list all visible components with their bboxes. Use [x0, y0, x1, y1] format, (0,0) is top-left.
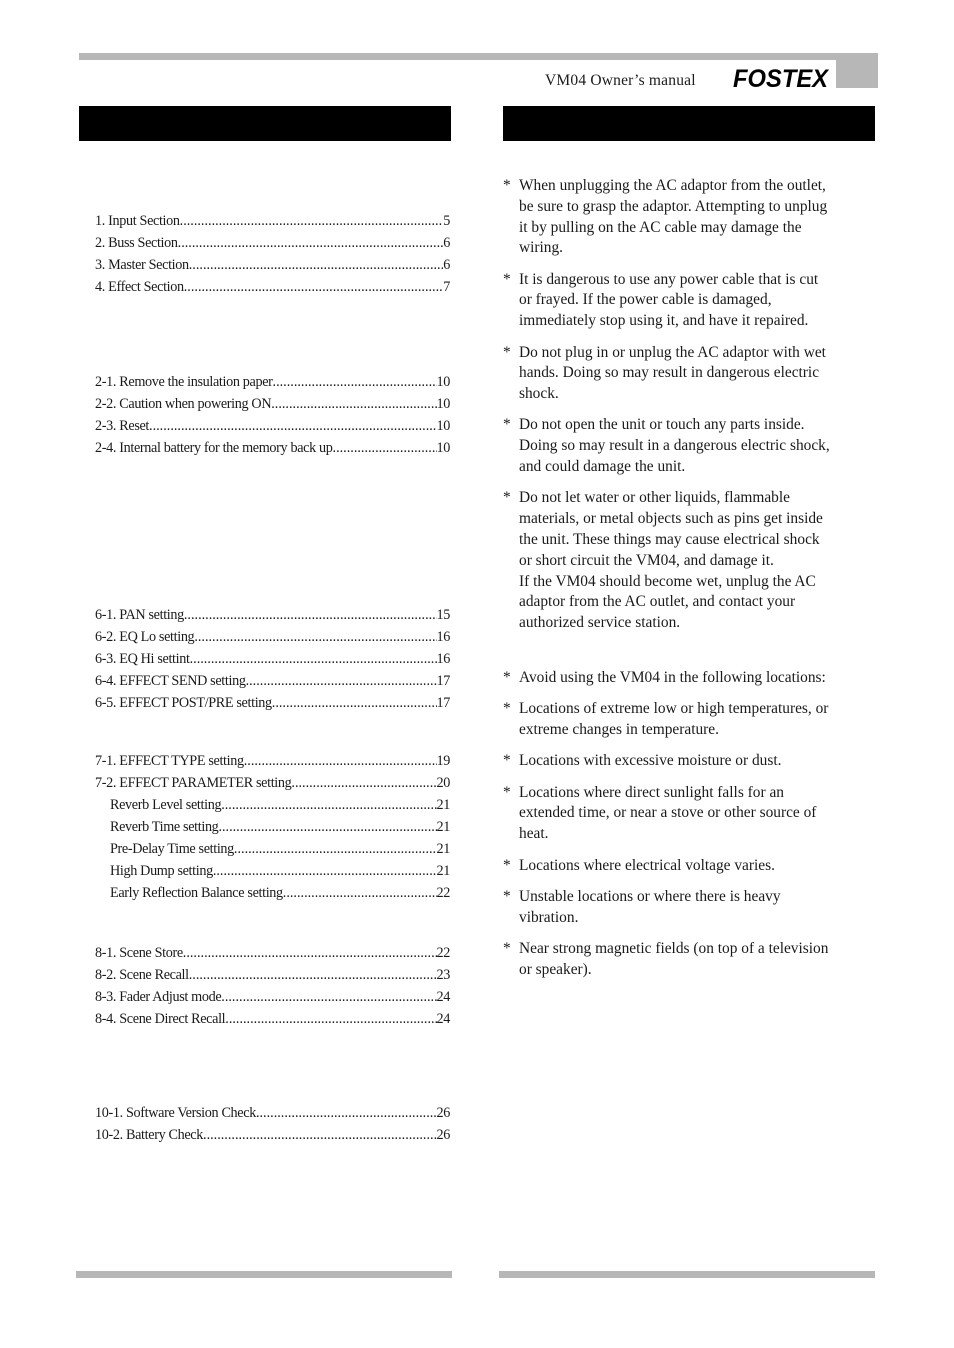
toc-leader: [184, 279, 444, 296]
location-precautions-list: [503, 668, 883, 991]
toc-leader: [225, 1011, 436, 1028]
toc-page-number: 21: [436, 863, 450, 879]
toc-entry[interactable]: [95, 885, 450, 907]
toc-page-number: 22: [436, 945, 450, 961]
toc-page-number: 16: [436, 629, 450, 645]
location-item: [503, 856, 883, 877]
precaution-text: When unplugging the AC adaptor from the outlet, be sure to grasp the adaptor. Attempting to unplug it by pulling on the AC cable may damage the wiring.: [519, 177, 828, 257]
toc-entry[interactable]: [95, 1127, 450, 1149]
contents-heading-bar: [79, 106, 451, 141]
toc-page-number: 19: [436, 753, 450, 769]
toc-entry[interactable]: [95, 673, 450, 695]
toc-label: 7-1. EFFECT TYPE setting: [95, 753, 244, 769]
toc-page-number: 17: [436, 673, 450, 689]
toc-leader: [221, 797, 436, 814]
toc-page-number: 17: [436, 695, 450, 711]
toc-entry[interactable]: [95, 374, 450, 396]
toc-label: 2. Buss Section: [95, 235, 178, 251]
toc-label: 2-4. Internal battery for the memory back up: [95, 440, 333, 456]
toc-label: 6-1. PAN setting: [95, 607, 184, 623]
bullet-star: *: [503, 416, 511, 434]
toc-leader: [333, 440, 437, 457]
toc-leader: [203, 1127, 436, 1144]
precaution-item: [503, 176, 883, 259]
toc-page-number: 15: [436, 607, 450, 623]
bullet-star: *: [503, 887, 511, 905]
toc-leader: [273, 374, 437, 391]
location-text: Locations where electrical voltage varies.: [519, 856, 775, 874]
toc-leader: [244, 753, 437, 770]
bullet-star: *: [503, 939, 511, 957]
toc-label: 1. Input Section: [95, 213, 180, 229]
toc-leader: [283, 885, 437, 902]
toc-page-number: 6: [443, 257, 450, 273]
toc-page-number: 5: [443, 213, 450, 229]
bullet-star: *: [503, 856, 511, 874]
toc-page-number: 10: [436, 374, 450, 390]
location-item: [503, 887, 883, 929]
toc-page-number: 23: [436, 967, 450, 983]
toc-leader: [180, 213, 444, 230]
toc-group-2: [95, 374, 450, 462]
location-text: Avoid using the VM04 in the following locations:: [519, 669, 826, 686]
toc-page-number: 10: [436, 418, 450, 434]
bullet-star: *: [503, 783, 511, 801]
manual-title: VM04 Owner’s manual: [545, 72, 696, 89]
toc-group-6: [95, 1105, 450, 1149]
toc-entry[interactable]: [95, 235, 450, 257]
location-item: [503, 783, 883, 845]
toc-label: 7-2. EFFECT PARAMETER setting: [95, 775, 292, 791]
precaution-item: [503, 343, 883, 405]
bullet-star: *: [503, 669, 511, 686]
toc-entry[interactable]: [95, 418, 450, 440]
toc-label: 8-1. Scene Store: [95, 945, 183, 961]
toc-page-number: 26: [436, 1127, 450, 1143]
toc-label: Early Reflection Balance setting: [110, 885, 283, 901]
toc-entry[interactable]: [95, 695, 450, 717]
toc-page-number: 24: [436, 1011, 450, 1027]
header-rule: [79, 53, 878, 60]
precautions-heading-bar: [503, 106, 875, 141]
toc-label: 6-5. EFFECT POST/PRE setting: [95, 695, 272, 711]
precaution-text: Do not open the unit or touch any parts inside. Doing so may result in a dangerous electric shock, and could damage the unit.: [519, 416, 830, 476]
toc-leader: [213, 863, 437, 880]
toc-page-number: 24: [436, 989, 450, 1005]
toc-entry[interactable]: [95, 213, 450, 235]
bullet-star: *: [503, 343, 511, 361]
toc-label: 2-1. Remove the insulation paper: [95, 374, 273, 390]
toc-leader: [291, 775, 436, 792]
toc-page-number: 16: [436, 651, 450, 667]
toc-label: 6-2. EQ Lo setting: [95, 629, 195, 645]
toc-label: 3. Master Section: [95, 257, 189, 273]
toc-entry[interactable]: [95, 989, 450, 1011]
toc-entry[interactable]: [95, 841, 450, 863]
toc-group-5: [95, 945, 450, 1033]
toc-leader: [178, 235, 444, 252]
toc-leader: [189, 967, 437, 984]
bullet-star: *: [503, 177, 511, 194]
toc-leader: [184, 607, 437, 624]
toc-page-number: 10: [436, 396, 450, 412]
bullet-star: *: [503, 489, 511, 507]
toc-page-number: 21: [436, 841, 450, 857]
toc-page-number: 22: [436, 885, 450, 901]
toc-entry[interactable]: [95, 863, 450, 885]
toc-label: Pre-Delay Time setting: [110, 841, 234, 857]
toc-page-number: 26: [436, 1105, 450, 1121]
toc-leader: [221, 989, 436, 1006]
precaution-text: Do not let water or other liquids, flammable materials, or metal objects such as pins get inside the unit. These things may cause electrical shock or short circuit the VM04, and damage it. If the VM04 should become wet, unplug the AC adaptor from the AC outlet, and contact your authorized service station.: [519, 489, 823, 632]
toc-entry[interactable]: [95, 1105, 450, 1127]
toc-page-number: 21: [436, 797, 450, 813]
toc-leader: [183, 945, 437, 962]
toc-leader: [234, 841, 437, 858]
precaution-item: [503, 415, 883, 477]
toc-entry[interactable]: [95, 629, 450, 651]
toc-label: 6-3. EQ Hi settint: [95, 651, 190, 667]
header-corner-tab: [836, 53, 878, 88]
toc-entry[interactable]: [95, 753, 450, 775]
bullet-star: *: [503, 700, 511, 718]
fostex-logo: [733, 62, 831, 90]
location-item: [503, 751, 883, 772]
toc-label: Reverb Time setting: [110, 819, 219, 835]
toc-entry[interactable]: [95, 396, 450, 418]
toc-entry[interactable]: [95, 1011, 450, 1033]
toc-leader: [149, 418, 436, 435]
toc-leader: [256, 1105, 437, 1122]
footer-rule-left: [76, 1271, 452, 1278]
toc-leader: [218, 819, 436, 836]
toc-entry[interactable]: [95, 279, 450, 301]
toc-page-number: 6: [443, 235, 450, 251]
toc-group-4: [95, 753, 450, 907]
toc-leader: [194, 629, 436, 646]
toc-label: 10-2. Battery Check: [95, 1127, 204, 1143]
toc-page-number: 7: [443, 279, 450, 295]
toc-label: Reverb Level setting: [110, 797, 222, 813]
toc-label: 8-2. Scene Recall: [95, 967, 189, 983]
power-precautions-list: [503, 176, 883, 644]
toc-label: 6-4. EFFECT SEND setting: [95, 673, 246, 689]
toc-entry[interactable]: [95, 775, 450, 797]
toc-entry[interactable]: [95, 797, 450, 819]
location-text: Locations where direct sunlight falls for an extended time, or near a stove or other source of heat.: [519, 783, 817, 843]
toc-entry[interactable]: [95, 257, 450, 279]
location-text: Near strong magnetic fields (on top of a television or speaker).: [519, 939, 829, 978]
toc-label: 2-3. Reset: [95, 418, 150, 434]
toc-entry[interactable]: [95, 651, 450, 673]
toc-leader: [246, 673, 437, 690]
precaution-text: Do not plug in or unplug the AC adaptor with wet hands. Doing so may result in dangerous electric shock.: [519, 343, 826, 403]
toc-entry[interactable]: [95, 967, 450, 989]
toc-entry[interactable]: [95, 945, 450, 967]
toc-label: 10-1. Software Version Check: [95, 1105, 256, 1121]
toc-group-3: [95, 607, 450, 717]
toc-label: 8-4. Scene Direct Recall: [95, 1011, 226, 1027]
location-text: Locations with excessive moisture or dust.: [519, 752, 782, 770]
toc-entry[interactable]: [95, 440, 450, 462]
toc-leader: [190, 651, 437, 668]
precaution-item: [503, 488, 883, 634]
toc-label: High Dump setting: [110, 863, 213, 879]
bullet-star: *: [503, 752, 511, 770]
location-item: [503, 699, 883, 741]
toc-leader: [271, 396, 436, 413]
toc-page-number: 20: [436, 775, 450, 791]
toc-leader: [189, 257, 444, 274]
location-text: Unstable locations or where there is heavy vibration.: [519, 887, 781, 926]
location-item: [503, 668, 883, 689]
precaution-item: [503, 270, 883, 332]
toc-leader: [272, 695, 437, 712]
precaution-text: It is dangerous to use any power cable that is cut or frayed. If the power cable is damaged, immediately stop using it, and have it repaired.: [519, 270, 819, 330]
toc-page-number: 10: [436, 440, 450, 456]
location-text: Locations of extreme low or high temperatures, or extreme changes in temperature.: [519, 700, 829, 739]
bullet-star: *: [503, 270, 511, 288]
toc-label: 8-3. Fader Adjust mode: [95, 989, 222, 1005]
toc-group-1: [95, 213, 450, 301]
footer-rule-right: [499, 1271, 875, 1278]
toc-label: 2-2. Caution when powering ON: [95, 396, 272, 412]
toc-label: 4. Effect Section: [95, 279, 184, 295]
brand-logo-text: FOSTEX: [733, 65, 830, 90]
location-item: [503, 939, 883, 981]
toc-page-number: 21: [436, 819, 450, 835]
toc-entry[interactable]: [95, 819, 450, 841]
toc-entry[interactable]: [95, 607, 450, 629]
